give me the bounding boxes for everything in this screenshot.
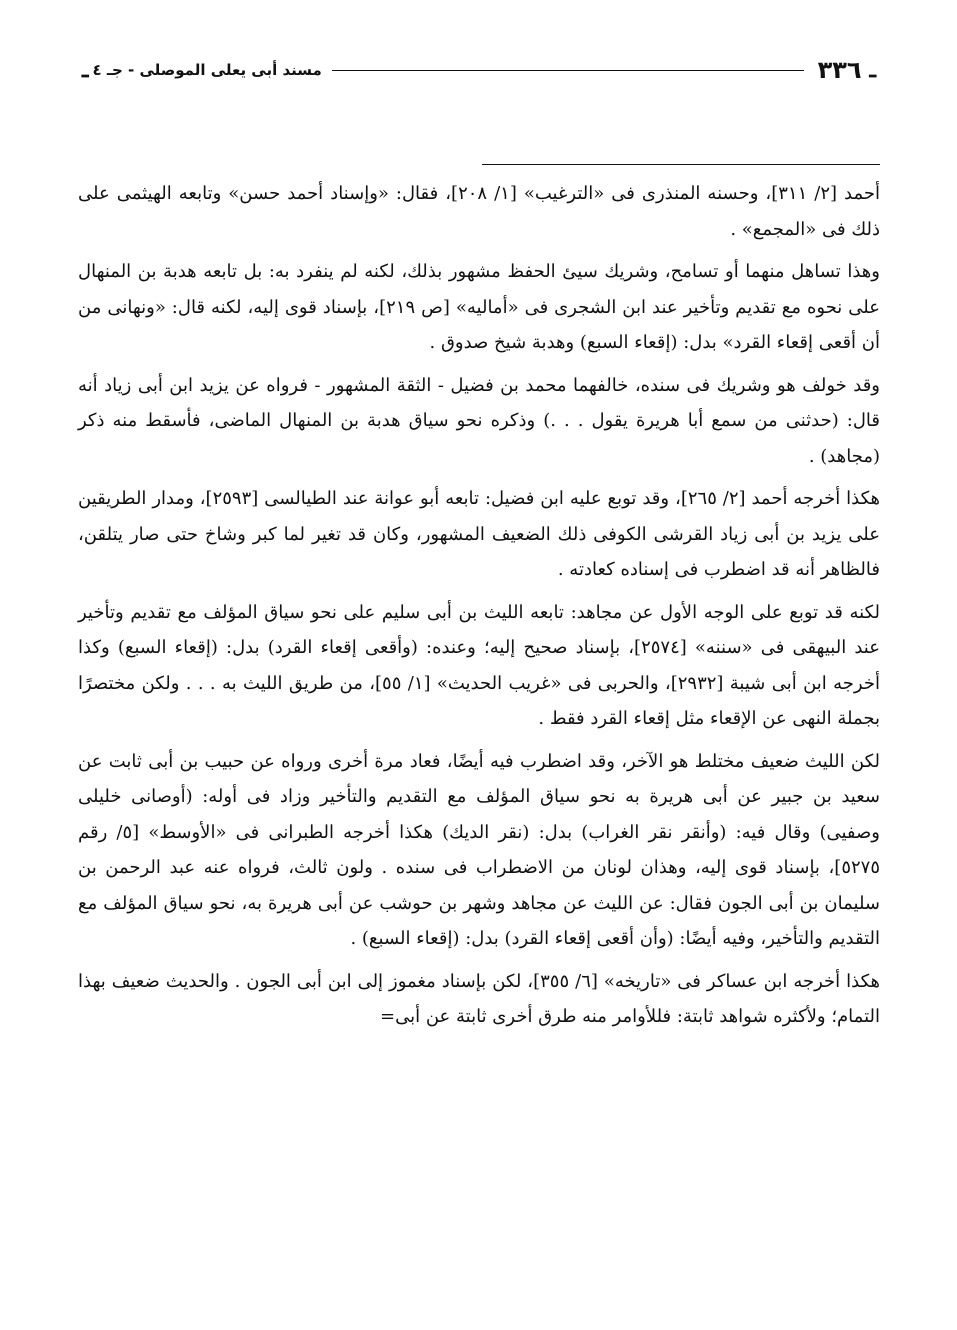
header-dash-left: ـ xyxy=(82,57,89,83)
footnote-paragraph: وهذا تساهل منهما أو تسامح، وشريك سيئ الحفظ مشهور بذلك، لكنه لم ينفرد به: بل تابعه هدبة بن المنهال على نحوه مع تقديم وتأخير عند ابن الشجرى فى «أماليه» [ص ٢١٩]، بإسناد قوى إليه، لكنه قال: «ونهانى من أن أقعى إقعاء القرد» بدل: (إقعاء السبع) وهدبة شيخ صدوق . xyxy=(78,261,880,353)
footnote-paragraph: أحمد [٢/ ٣١١]، وحسنه المنذرى فى «الترغيب» [١/ ٢٠٨]، فقال: «وإسناد أحمد حسن» وتابعه الهيثمى على ذلك فى «المجمع» . xyxy=(78,183,881,240)
footnote-paragraph: هكذا أخرجه أحمد [٢/ ٢٦٥]، وقد توبع عليه ابن فضيل: تابعه أبو عوانة عند الطيالسى [٢٥٩٣]، ومدار الطريقين على يزيد بن أبى زياد القرشى الكوفى ذلك الضعيف المشهور، وكان قد تغير لما كبر وشاخ حتى صار يتلقن، فالظاهر أنه قد اضطرب فى إسناده كعادته . xyxy=(78,488,881,580)
footnote-separator xyxy=(482,164,880,165)
footnote-text xyxy=(78,176,880,1042)
page-header xyxy=(78,52,880,88)
footnote-paragraph: وقد خولف هو وشريك فى سنده، خالفهما محمد بن فضيل - الثقة المشهور - فرواه عن يزيد ابن أبى زياد أنه قال: (حدثنى من سمع أبا هريرة يقول . . .) وذكره نحو سياق هدبة بن المنهال الماضى، فأسقط منه ذكر (مجاهد) . xyxy=(78,374,880,467)
footnote-paragraph: لكنه قد توبع على الوجه الأول عن مجاهد: تابعه الليث بن أبى سليم على نحو سياق المؤلف مع تقديم وتأخير عند البيهقى فى «سننه» [٢٥٧٤]، بإسناد صحيح إليه؛ وعنده: (وأقعى إقعاء القرد) بدل: (إقعاء السبع) وكذا أخرجه ابن أبى شيبة [٢٩٣٢]، والحربى فى «غريب الحديث» [١/ ٥٥]، من طريق الليث به . . . ولكن مختصرًا بجملة النهى عن الإقعاء مثل إقعاء القرد فقط . xyxy=(78,601,880,729)
book-title: مسند أبى يعلى الموصلى - جـ ٤ xyxy=(92,61,322,79)
header-rule xyxy=(332,70,804,71)
footnote-paragraph: هكذا أخرجه ابن عساكر فى «تاريخه» [٦/ ٣٥٥]، لكن بإسناد مغموز إلى ابن أبى الجون . والحديث ضعيف بهذا التمام؛ ولأكثره شواهد ثابتة: فللأوامر منه طرق أخرى ثابتة عن أبى= xyxy=(78,970,881,1027)
page-number: ٣٣٦ xyxy=(817,56,862,84)
footnote-paragraph: لكن الليث ضعيف مختلط هو الآخر، وقد اضطرب فيه أيضًا، فعاد مرة أخرى ورواه عن حبيب بن أبى ثابت عن سعيد بن جبير عن أبى هريرة به نحو سياق المؤلف مع التقديم والتأخير وزاد فى أوله: (أوصانى خليلى وصفيى) وقال فيه: (وأنقر نقر الغراب) بدل: (نقر الديك) هكذا أخرجه الطبرانى فى «الأوسط» [٥/ رقم ٥٢٧٥]، بإسناد قوى إليه، وهذان لونان من الاضطراب فى سنده . ولون ثالث، فرواه عنه عبد الرحمن بن سليمان بن أبى الجون فقال: عن الليث عن مجاهد وشهر بن حوشب عن أبى هريرة به، نحو سياق المؤلف مع التقديم والتأخير، وفيه أيضًا: (وأن أقعى إقعاء القرد) بدل: (إقعاء السبع) . xyxy=(78,750,880,949)
header-dash-right: ـ xyxy=(869,57,876,83)
